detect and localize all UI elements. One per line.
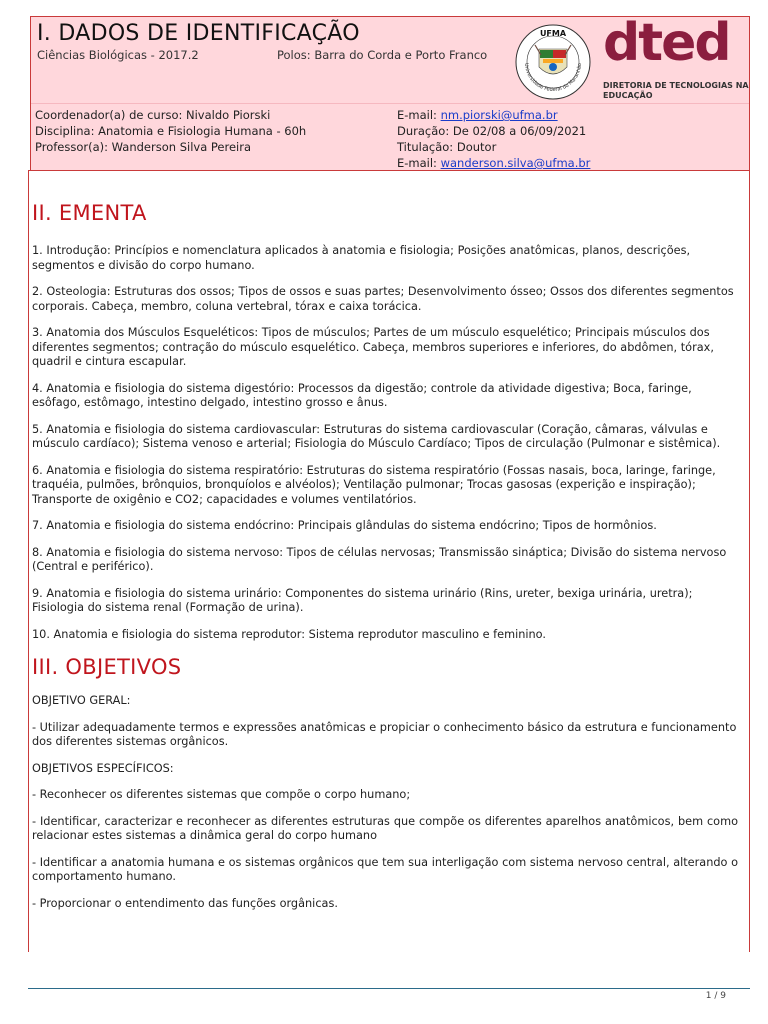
ementa-item: 10. Anatomia e fisiologia do sistema reprodutor: Sistema reprodutor masculino e feminino. xyxy=(32,627,546,641)
seal-top-text: UFMA xyxy=(539,29,567,38)
ementa-item: 9. Anatomia e fisiologia do sistema urinário: Componentes do sistema urinário (Rins, ureter, bexiga urinária, uretra); Fisiologia do sistema renal (Formação de urina). xyxy=(32,586,693,614)
ementa-item: 8. Anatomia e fisiologia do sistema nervoso: Tipos de células nervosas; Transmissão sináptica; Divisão do sistema nervoso (Central e periférico). xyxy=(32,545,727,573)
seal-ring-text: Universidade Federal do Maranhão xyxy=(522,62,584,94)
objetivo-especifico-item: - Reconhecer os diferentes sistemas que compõe o corpo humano; xyxy=(32,788,411,801)
section-title-objetivos: III. OBJETIVOS xyxy=(32,655,182,679)
polos-label: Polos: Barra do Corda e Porto Franco xyxy=(277,48,488,62)
dted-logo: dted xyxy=(603,13,730,73)
discipline-line: Disciplina: Anatomia e Fisiologia Humana - 60h xyxy=(35,124,307,138)
footer-divider xyxy=(28,988,750,989)
objetivo-especifico-item: - Identificar, caracterizar e reconhecer as diferentes estruturas que compõe os diferentes aparelhos anatômicos, bem como relacionar estes sistemas a dinâmica geral do corpo humano xyxy=(32,814,738,842)
course-label: Ciências Biológicas - 2017.2 xyxy=(37,48,199,62)
professor-email-line: E-mail: wanderson.silva@ufma.br xyxy=(397,156,591,170)
coordinator-line: Coordenador(a) de curso: Nivaldo Piorski xyxy=(35,108,271,122)
objetivo-especifico-item: - Proporcionar o entendimento das funções orgânicas. xyxy=(32,896,338,910)
section-title-ementa: II. EMENTA xyxy=(32,201,147,225)
header-divider xyxy=(31,103,749,104)
identification-header xyxy=(30,13,750,170)
info-right-column xyxy=(397,107,590,171)
ementa-item: 3. Anatomia dos Músculos Esqueléticos: Tipos de músculos; Partes de um músculo esquelético; Principais músculos dos diferentes segmentos; contração do músculo esquelético. Cabeça, membros superiores e inferiores, do abdômen, tórax, quadril e cintura escapular. xyxy=(32,326,714,368)
ufma-seal-logo xyxy=(513,23,593,101)
objetivos-especificos-label: OBJETIVOS ESPECÍFICOS: xyxy=(32,761,174,775)
coordinator-email-link[interactable]: nm.piorski@ufma.br xyxy=(440,108,558,122)
professor-email-link[interactable]: wanderson.silva@ufma.br xyxy=(440,156,591,170)
ementa-item: 6. Anatomia e fisiologia do sistema respiratório: Estruturas do sistema respiratório (Fossas nasais, boca, laringe, faringe, traquéia, pulmões, brônquios, bronquíolos e alvéolos); Ventilação pulmonar; Trocas gasosas (experição e inspiração); Transporte de oxigênio e CO2; capacidades e volumes ventilatórios. xyxy=(32,463,716,506)
page-number: 1 / 9 xyxy=(705,991,726,1001)
ementa-item: 2. Osteologia: Estruturas dos ossos; Tipos de ossos e suas partes; Desenvolvimento ósseo; Ossos dos diferentes segmentos corporais. Cabeça, membro, coluna vertebral, tórax e caixa torácica. xyxy=(32,285,734,313)
ementa-item: 1. Introdução: Princípios e nomenclatura aplicados à anatomia e fisiologia; Posições anatômicas, planos, descrições, segmentos e divisão do corpo humano. xyxy=(32,244,691,272)
coordinator-email-line: E-mail: nm.piorski@ufma.br xyxy=(397,108,558,122)
section-title-identificacao: I. DADOS DE IDENTIFICAÇÃO xyxy=(37,21,360,46)
ementa-item: 5. Anatomia e fisiologia do sistema cardiovascular: Estruturas do sistema cardiovascular (Coração, câmaras, válvulas e músculo cardíaco); Sistema venoso e arterial; Fisiologia do Músculo Cardíaco; Tipos de circulação (Pulmonar e sistêmica). xyxy=(32,422,721,450)
main-content xyxy=(32,200,738,911)
objetivo-geral-label: OBJETIVO GERAL: xyxy=(32,694,131,707)
duration-line: Duração: De 02/08 a 06/09/2021 xyxy=(397,124,587,138)
ementa-item: 4. Anatomia e fisiologia do sistema digestório: Processos da digestão; controle da atividade digestiva; Boca, faringe, esôfago, estômago, intestino delgado, intestino grosso e ânus. xyxy=(32,381,692,409)
titulacao-line: Titulação: Doutor xyxy=(397,140,497,154)
objetivo-geral-text: - Utilizar adequadamente termos e expressões anatômicas e propiciar o conhecimento básico da estrutura e funcionamento dos diferentes sistemas orgânicos. xyxy=(32,720,737,748)
ementa-item: 7. Anatomia e fisiologia do sistema endócrino: Principais glândulas do sistema endócrino; Tipos de hormônios. xyxy=(32,519,657,532)
professor-line: Professor(a): Wanderson Silva Pereira xyxy=(35,140,252,154)
info-left-column xyxy=(35,107,306,155)
dted-subtitle: DIRETORIA DE TECNOLOGIAS NA EDUCAÇÃO xyxy=(603,81,749,100)
objetivo-especifico-item: - Identificar a anatomia humana e os sistemas orgânicos que tem sua interligação com sistema nervoso central, alterando o comportamento humano. xyxy=(32,855,738,883)
